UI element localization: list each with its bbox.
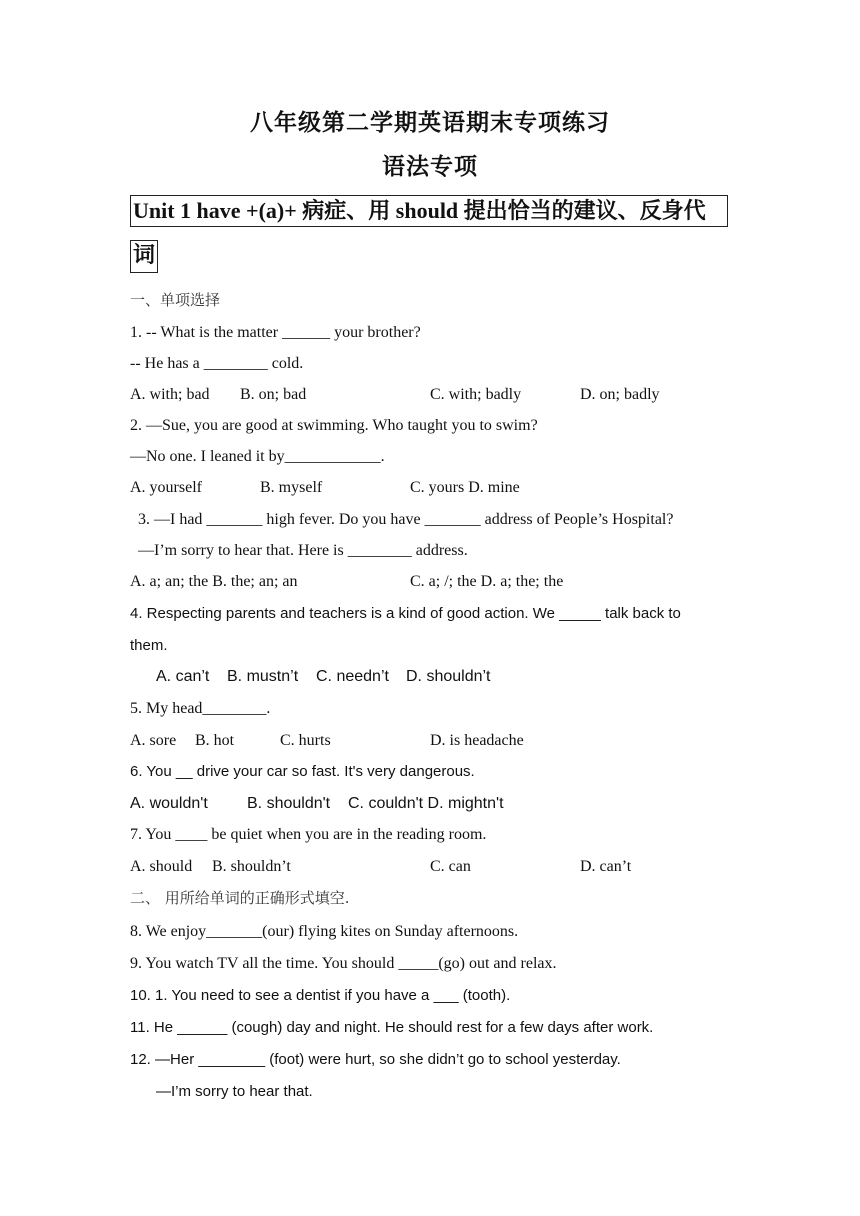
q7-option-a: A. should [130,858,193,875]
question-11: 11. He ______ (cough) day and night. He should rest for a few days after work. [130,1019,654,1036]
q3-option-ab: A. a; an; the B. the; an; an [130,573,298,590]
q5-option-c: C. hurts [280,732,331,749]
question-12-line2: —I’m sorry to hear that. [156,1083,313,1100]
q5-option-b: B. hot [195,732,235,749]
q5-option-d: D. is headache [430,732,524,749]
question-2: 2. —Sue, you are good at swimming. Who taught you to swim? [130,417,538,434]
question-7: 7. You ____ be quiet when you are in the reading room. [130,826,487,843]
question-1-line2: -- He has a ________ cold. [130,355,304,372]
unit-heading: Unit 1 have +(a)+ 病症、用 should 提出恰当的建议、反身代 [130,195,728,227]
question-10: 10. 1. You need to see a dentist if you have a ___ (tooth). [130,987,511,1004]
q6-option-a: A. wouldn't [130,795,208,812]
question-12: 12. —Her ________ (foot) were hurt, so she didn’t go to school yesterday. [130,1051,621,1068]
question-3-line2: —I’m sorry to hear that. Here is ________ address. [138,542,468,559]
q7-option-c: C. can [430,858,471,875]
question-5: 5. My head________. [130,700,271,717]
question-8: 8. We enjoy_______(our) flying kites on Sunday afternoons. [130,923,519,940]
q4-option-a: A. can’t [156,668,210,685]
section-heading-2: 二、 用所给单词的正确形式填空. [130,889,350,907]
q1-option-d: D. on; badly [580,386,660,403]
question-9: 9. You watch TV all the time. You should _____(go) out and relax. [130,955,557,972]
question-2-line2: —No one. I leaned it by____________. [130,448,385,465]
q4-option-b: B. mustn’t [227,668,299,685]
q4-option-d: D. shouldn’t [406,668,491,685]
section-heading-1: 一、单项选择 [130,291,221,309]
unit-heading-continued: 词 [130,240,158,273]
question-3: 3. —I had _______ high fever. Do you have _______ address of People’s Hospital? [138,511,674,528]
q7-option-b: B. shouldn’t [212,858,291,875]
question-4-line2: them. [130,637,168,654]
question-1: 1. -- What is the matter ______ your brother? [130,324,421,341]
q2-option-cd: C. yours D. mine [410,479,520,496]
q1-option-b: B. on; bad [240,386,307,403]
q1-option-a: A. with; bad [130,386,210,403]
q6-option-b: B. shouldn't [247,795,331,812]
q2-option-a: A. yourself [130,479,202,496]
question-4: 4. Respecting parents and teachers is a kind of good action. We _____ talk back to [130,605,681,622]
page-title: 八年级第二学期英语期末专项练习 [250,110,610,136]
q7-option-d: D. can’t [580,858,632,875]
question-6: 6. You __ drive your car so fast. It's very dangerous. [130,763,475,780]
q2-option-b: B. myself [260,479,323,496]
q6-option-cd: C. couldn't D. mightn't [348,795,504,812]
page-subtitle: 语法专项 [382,154,478,180]
q4-option-c: C. needn’t [316,668,389,685]
q1-option-c: C. with; badly [430,386,522,403]
q3-option-cd: C. a; /; the D. a; the; the [410,573,564,590]
q5-option-a: A. sore [130,732,177,749]
